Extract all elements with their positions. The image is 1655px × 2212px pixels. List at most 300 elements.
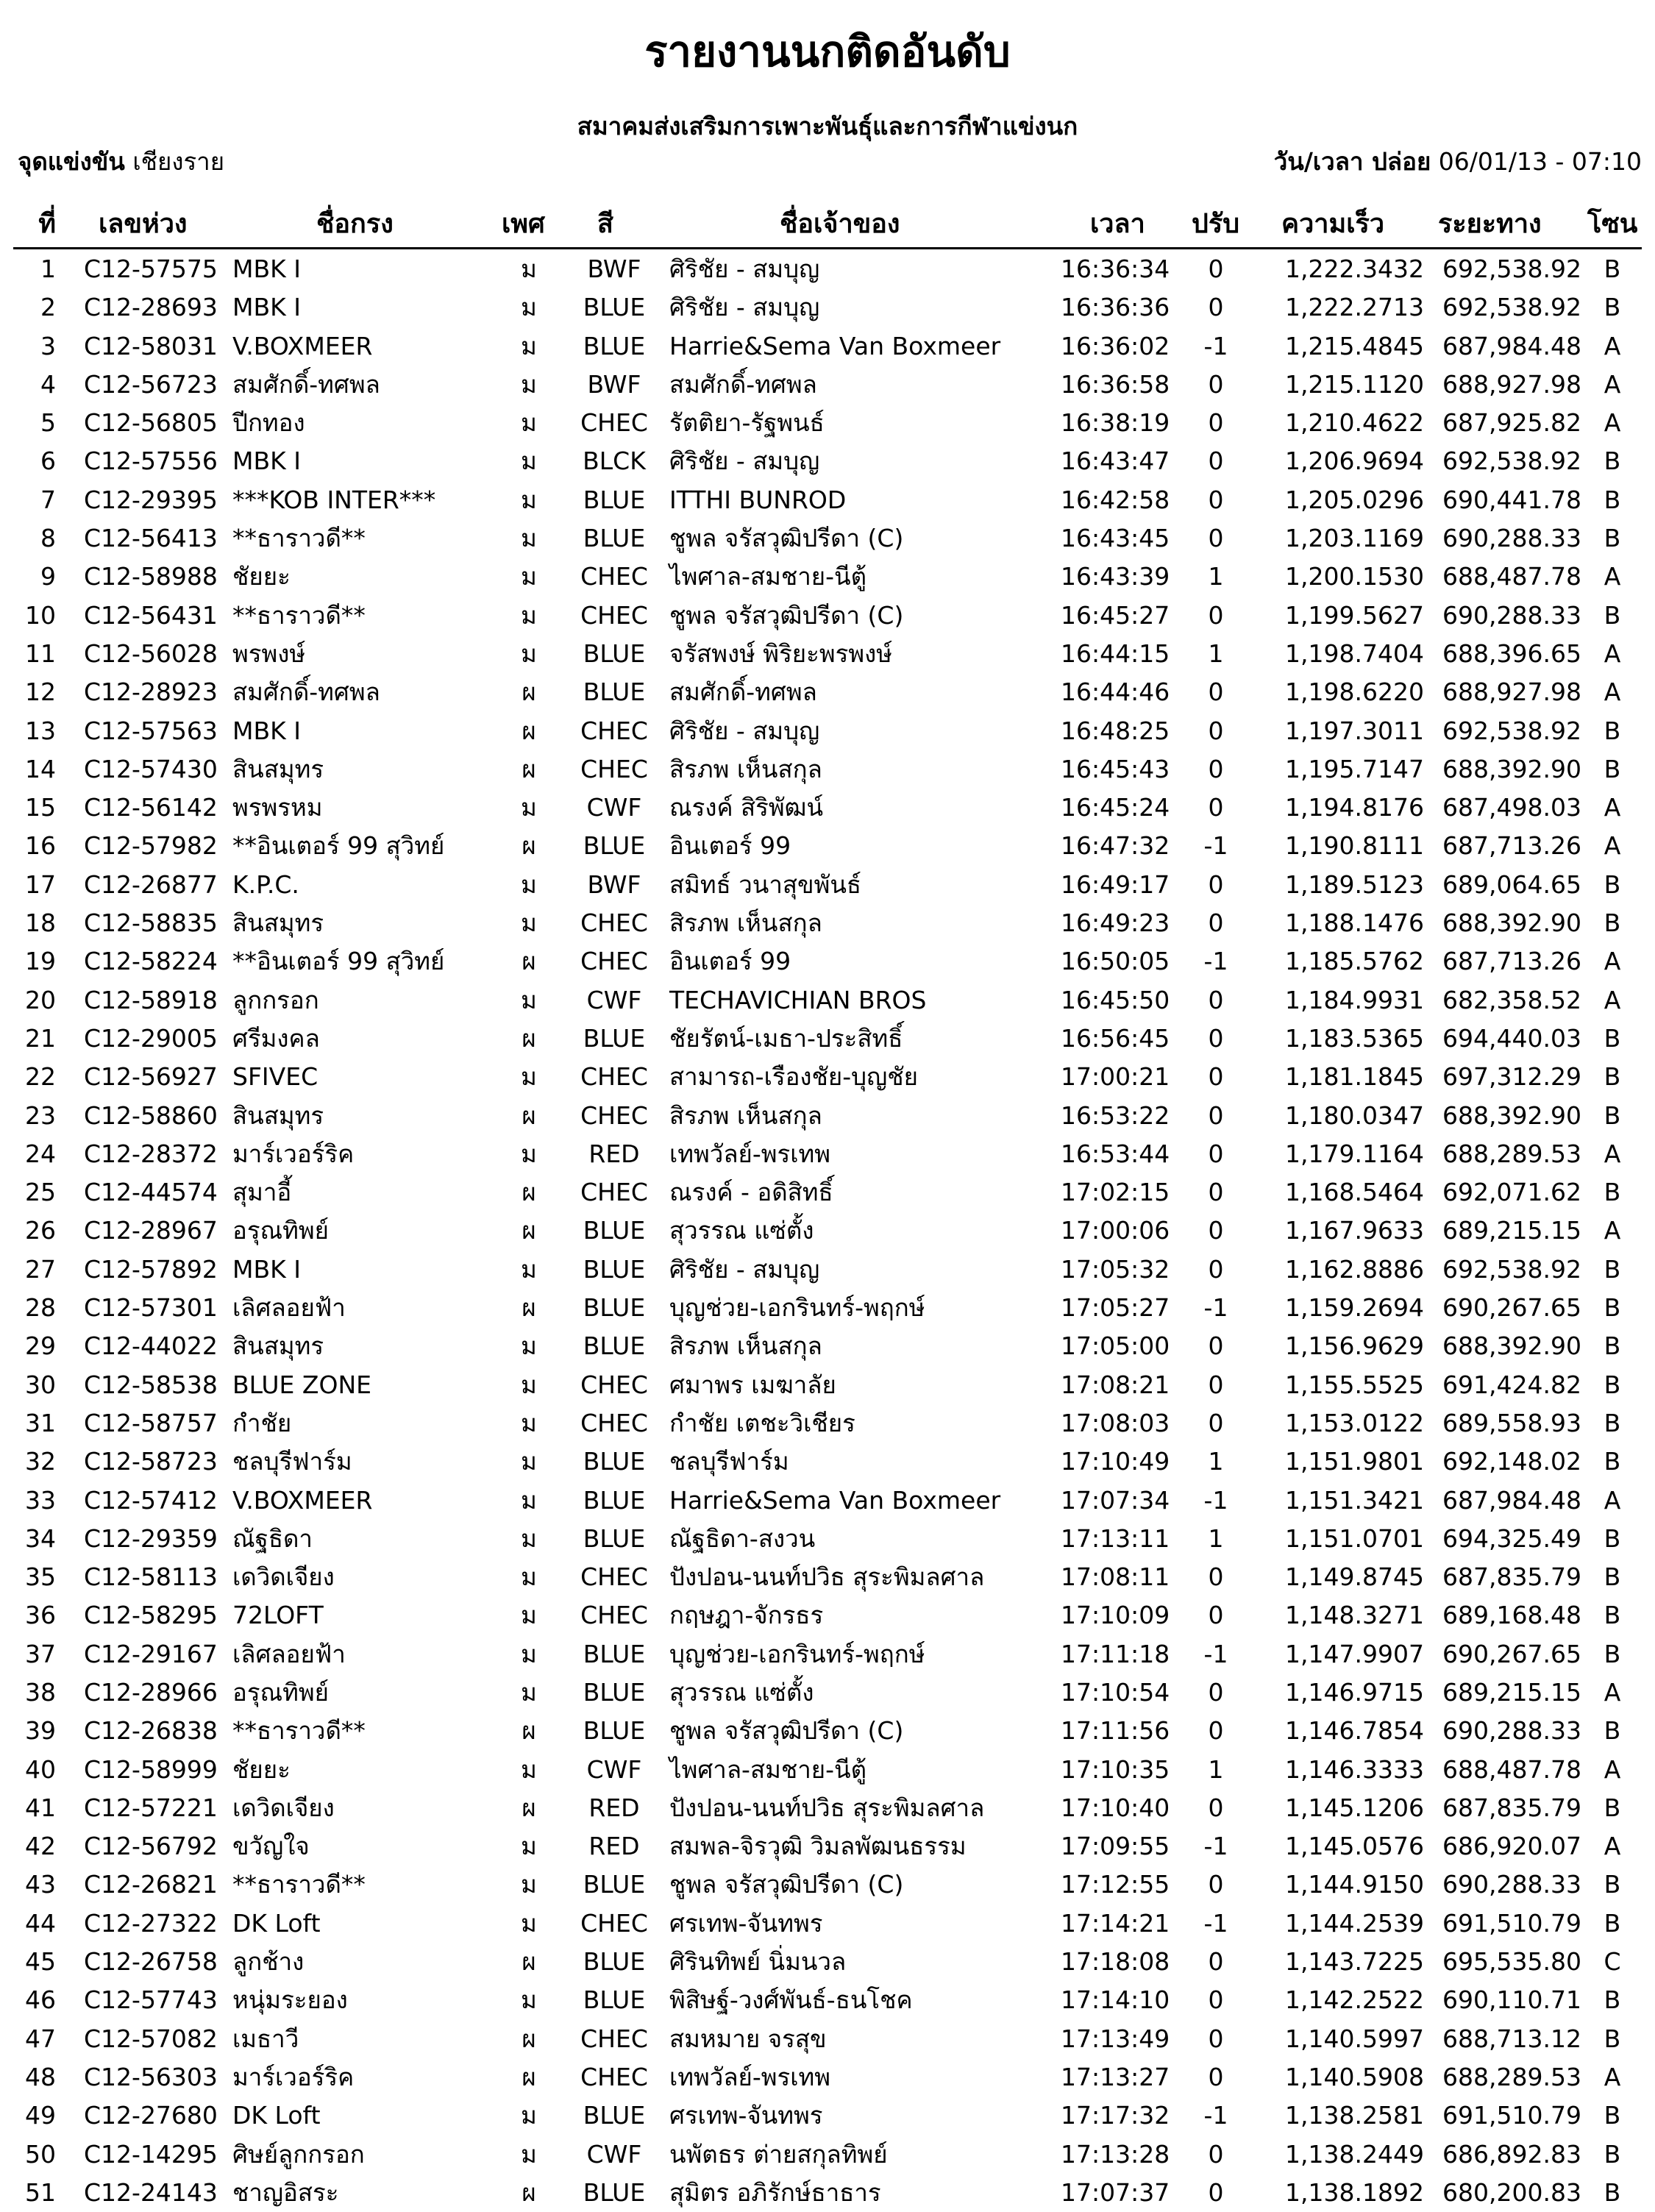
cell-zone: B — [1604, 1716, 1621, 1746]
cell-adjust: 0 — [1208, 447, 1224, 476]
cell-speed: 1,138.1892 — [1285, 2177, 1424, 2207]
cell-rank: 11 — [25, 639, 56, 668]
cell-ring: C12-29167 — [84, 1639, 218, 1668]
cell-adjust: 0 — [1208, 754, 1224, 783]
table-row — [0, 750, 1655, 789]
header-loft: ชื่อกรง — [316, 209, 394, 239]
cell-time: 17:05:00 — [1061, 1331, 1170, 1361]
cell-sex: ม — [521, 1254, 537, 1284]
cell-rank: 19 — [25, 947, 56, 976]
cell-loft: ชาญอิสระ — [232, 2177, 339, 2207]
table-row — [0, 404, 1655, 442]
cell-distance: 692,538.92 — [1442, 447, 1581, 476]
cell-owner: สมศักดิ์-ทศพล — [669, 369, 817, 399]
cell-adjust: 0 — [1208, 2062, 1224, 2091]
cell-owner: รัตติยา-รัฐพนธ์ — [669, 408, 825, 438]
cell-sex: ม — [521, 1331, 537, 1361]
cell-color: CHEC — [580, 754, 648, 783]
cell-sex: ม — [521, 1139, 537, 1168]
cell-color: BLUE — [583, 1677, 646, 1707]
cell-speed: 1,146.3333 — [1285, 1754, 1424, 1784]
cell-time: 17:00:06 — [1061, 1216, 1170, 1245]
cell-loft: **ธาราวดี** — [232, 600, 366, 630]
cell-rank: 17 — [25, 869, 56, 899]
cell-speed: 1,151.9801 — [1285, 1447, 1424, 1476]
cell-distance: 687,984.48 — [1442, 1485, 1581, 1515]
cell-distance: 690,288.33 — [1442, 1870, 1581, 1899]
table-row — [0, 1943, 1655, 1981]
cell-adjust: 0 — [1208, 1985, 1224, 2015]
header-speed: ความเร็ว — [1281, 209, 1385, 239]
cell-ring: C12-14295 — [84, 2139, 218, 2169]
cell-loft: เลิศลอยฟ้า — [232, 1293, 346, 1323]
cell-rank: 15 — [25, 793, 56, 822]
table-row — [0, 827, 1655, 865]
cell-color: CHEC — [580, 2062, 648, 2091]
table-row — [0, 1135, 1655, 1173]
cell-zone: B — [1604, 1331, 1621, 1361]
cell-color: CHEC — [580, 1100, 648, 1130]
cell-sex: ม — [521, 985, 537, 1014]
cell-owner: กฤษฎา-จักรธร — [669, 1601, 824, 1630]
cell-distance: 688,289.53 — [1442, 2062, 1581, 2091]
cell-time: 16:43:45 — [1061, 524, 1170, 553]
cell-adjust: 0 — [1208, 1178, 1224, 1207]
cell-speed: 1,155.5525 — [1285, 1370, 1424, 1399]
cell-ring: C12-27322 — [84, 1908, 218, 1938]
cell-color: CHEC — [580, 947, 648, 976]
cell-loft: ***KOB INTER*** — [232, 485, 436, 514]
cell-rank: 21 — [25, 1023, 56, 1053]
cell-rank: 22 — [25, 1062, 56, 1092]
cell-color: BLUE — [583, 1023, 646, 1053]
cell-ring: C12-56927 — [84, 1062, 218, 1092]
cell-time: 16:45:24 — [1061, 793, 1170, 822]
cell-sex: ผ — [522, 2062, 536, 2091]
cell-owner: จรัสพงษ์ พิริยะพรพงษ์ — [669, 639, 892, 668]
cell-owner: ณรงค์ สิริพัฒน์ — [669, 793, 824, 822]
cell-loft: **อินเตอร์ 99 สุวิทย์ — [232, 947, 445, 976]
cell-distance: 691,424.82 — [1442, 1370, 1581, 1399]
cell-color: CHEC — [580, 716, 648, 745]
cell-distance: 694,325.49 — [1442, 1523, 1581, 1553]
cell-owner: ศิริชัย - สมบุญ — [669, 447, 820, 476]
cell-sex: ผ — [522, 1100, 536, 1130]
cell-zone: B — [1604, 485, 1621, 514]
cell-owner: ศิริชัย - สมบุญ — [669, 293, 820, 322]
table-row — [0, 942, 1655, 981]
cell-rank: 12 — [25, 678, 56, 707]
table-row — [0, 250, 1655, 288]
cell-distance: 688,392.90 — [1442, 1100, 1581, 1130]
cell-time: 16:36:02 — [1061, 331, 1170, 360]
cell-loft: สุมาอี้ — [232, 1178, 292, 1207]
cell-time: 16:38:19 — [1061, 408, 1170, 438]
cell-loft: ขวัญใจ — [232, 1832, 310, 1861]
cell-speed: 1,159.2694 — [1285, 1293, 1424, 1323]
table-row — [0, 1173, 1655, 1212]
cell-rank: 18 — [25, 908, 56, 938]
cell-speed: 1,142.2522 — [1285, 1985, 1424, 2015]
cell-time: 16:44:46 — [1061, 678, 1170, 707]
cell-color: BLUE — [583, 2177, 646, 2207]
cell-sex: ผ — [522, 2177, 536, 2207]
cell-sex: ผ — [522, 1178, 536, 1207]
cell-color: CHEC — [580, 2024, 648, 2053]
cell-loft: กำชัย — [232, 1408, 292, 1437]
cell-adjust: 0 — [1208, 1408, 1224, 1437]
cell-loft: ลูกกรอก — [232, 985, 319, 1014]
cell-rank: 13 — [25, 716, 56, 745]
cell-ring: C12-56805 — [84, 408, 218, 438]
table-row — [0, 981, 1655, 1020]
table-row — [0, 1905, 1655, 1943]
cell-speed: 1,168.5464 — [1285, 1178, 1424, 1207]
cell-speed: 1,144.9150 — [1285, 1870, 1424, 1899]
venue-info — [18, 144, 224, 179]
cell-loft: ชัยยะ — [232, 1754, 291, 1784]
cell-rank: 33 — [25, 1485, 56, 1515]
cell-distance: 687,835.79 — [1442, 1793, 1581, 1822]
cell-adjust: 0 — [1208, 793, 1224, 822]
cell-owner: สิรภพ เห็นสกุล — [669, 754, 822, 783]
cell-color: BLUE — [583, 1254, 646, 1284]
cell-color: CHEC — [580, 1408, 648, 1437]
cell-zone: B — [1604, 869, 1621, 899]
cell-owner: ศรเทพ-จันทพร — [669, 2101, 823, 2130]
cell-rank: 9 — [40, 562, 56, 591]
cell-zone: B — [1604, 1562, 1621, 1592]
cell-speed: 1,148.3271 — [1285, 1601, 1424, 1630]
cell-speed: 1,195.7147 — [1285, 754, 1424, 783]
cell-color: BLUE — [583, 1870, 646, 1899]
table-row — [0, 519, 1655, 558]
cell-zone: B — [1604, 2177, 1621, 2207]
cell-time: 16:44:15 — [1061, 639, 1170, 668]
cell-zone: A — [1604, 831, 1621, 861]
table-row — [0, 1058, 1655, 1096]
cell-time: 16:43:47 — [1061, 447, 1170, 476]
cell-zone: A — [1604, 639, 1621, 668]
cell-adjust: 0 — [1208, 1562, 1224, 1592]
cell-color: CHEC — [580, 1601, 648, 1630]
table-row — [0, 1212, 1655, 1250]
cell-ring: C12-57556 — [84, 447, 218, 476]
cell-adjust: 0 — [1208, 1947, 1224, 1977]
cell-rank: 4 — [40, 369, 56, 399]
cell-distance: 688,927.98 — [1442, 678, 1581, 707]
table-row — [0, 1404, 1655, 1443]
cell-loft: ศิษย์ลูกกรอก — [232, 2139, 365, 2169]
table-row — [0, 442, 1655, 480]
cell-owner: ศรเทพ-จันทพร — [669, 1908, 823, 1938]
cell-speed: 1,153.0122 — [1285, 1408, 1424, 1437]
cell-loft: ชลบุรีฟาร์ม — [232, 1447, 352, 1476]
cell-loft: **อินเตอร์ 99 สุวิทย์ — [232, 831, 445, 861]
cell-ring: C12-28693 — [84, 293, 218, 322]
cell-distance: 691,510.79 — [1442, 2101, 1581, 2130]
cell-ring: C12-58757 — [84, 1408, 218, 1437]
cell-loft: ปีกทอง — [232, 408, 305, 438]
cell-zone: B — [1604, 2024, 1621, 2053]
cell-sex: ม — [521, 485, 537, 514]
cell-speed: 1,203.1169 — [1285, 524, 1424, 553]
cell-speed: 1,146.9715 — [1285, 1677, 1424, 1707]
cell-zone: B — [1604, 754, 1621, 783]
cell-ring: C12-56723 — [84, 369, 218, 399]
cell-speed: 1,200.1530 — [1285, 562, 1424, 591]
cell-loft: ชัยยะ — [232, 562, 291, 591]
cell-zone: B — [1604, 908, 1621, 938]
cell-rank: 28 — [25, 1293, 56, 1323]
cell-color: BLUE — [583, 1523, 646, 1553]
header-zone: โซน — [1587, 209, 1638, 239]
cell-adjust: 0 — [1208, 869, 1224, 899]
cell-time: 17:07:34 — [1061, 1485, 1170, 1515]
cell-distance: 687,713.26 — [1442, 831, 1581, 861]
cell-loft: อรุณทิพย์ — [232, 1677, 330, 1707]
cell-ring: C12-44022 — [84, 1331, 218, 1361]
cell-distance: 688,713.12 — [1442, 2024, 1581, 2053]
cell-rank: 23 — [25, 1100, 56, 1130]
cell-sex: ม — [521, 293, 537, 322]
cell-loft: V.BOXMEER — [232, 1485, 373, 1515]
cell-owner: สามารถ-เรืองชัย-บุญชัย — [669, 1062, 918, 1092]
cell-sex: ม — [521, 1447, 537, 1476]
cell-adjust: 0 — [1208, 1716, 1224, 1746]
cell-owner: บุญช่วย-เอกรินทร์-พฤกษ์ — [669, 1293, 925, 1323]
cell-ring: C12-26838 — [84, 1716, 218, 1746]
cell-distance: 688,396.65 — [1442, 639, 1581, 668]
cell-ring: C12-57563 — [84, 716, 218, 745]
cell-zone: A — [1604, 947, 1621, 976]
cell-ring: C12-57301 — [84, 1293, 218, 1323]
cell-adjust: 0 — [1208, 908, 1224, 938]
cell-time: 17:10:49 — [1061, 1447, 1170, 1476]
cell-loft: สินสมุทร — [232, 1331, 324, 1361]
header-color: สี — [597, 209, 613, 239]
cell-loft: อรุณทิพย์ — [232, 1216, 330, 1245]
cell-sex: ผ — [522, 1716, 536, 1746]
cell-color: BLUE — [583, 331, 646, 360]
cell-rank: 49 — [25, 2101, 56, 2130]
cell-loft: **ธาราวดี** — [232, 1870, 366, 1899]
cell-ring: C12-58113 — [84, 1562, 218, 1592]
cell-adjust: 1 — [1208, 1754, 1224, 1784]
table-row — [0, 2058, 1655, 2097]
cell-color: BWF — [587, 369, 641, 399]
cell-speed: 1,210.4622 — [1285, 408, 1424, 438]
cell-distance: 695,535.80 — [1442, 1947, 1581, 1977]
cell-time: 16:50:05 — [1061, 947, 1170, 976]
cell-zone: B — [1604, 2139, 1621, 2169]
cell-distance: 689,064.65 — [1442, 869, 1581, 899]
cell-time: 17:14:21 — [1061, 1908, 1170, 1938]
cell-loft: เดวิดเจียง — [232, 1793, 335, 1822]
cell-adjust: 0 — [1208, 1331, 1224, 1361]
table-header — [0, 205, 1655, 244]
cell-distance: 692,538.92 — [1442, 1254, 1581, 1284]
cell-ring: C12-27680 — [84, 2101, 218, 2130]
cell-sex: ม — [521, 908, 537, 938]
cell-sex: ผ — [522, 831, 536, 861]
cell-color: BLUE — [583, 1447, 646, 1476]
cell-speed: 1,197.3011 — [1285, 716, 1424, 745]
cell-speed: 1,189.5123 — [1285, 869, 1424, 899]
cell-loft: ศรีมงคล — [232, 1023, 320, 1053]
cell-distance: 689,558.93 — [1442, 1408, 1581, 1437]
cell-adjust: 0 — [1208, 1100, 1224, 1130]
cell-color: BLUE — [583, 293, 646, 322]
cell-sex: ม — [521, 1870, 537, 1899]
cell-zone: B — [1604, 1100, 1621, 1130]
cell-ring: C12-57892 — [84, 1254, 218, 1284]
cell-speed: 1,138.2449 — [1285, 2139, 1424, 2169]
cell-loft: **ธาราวดี** — [232, 1716, 366, 1746]
cell-zone: B — [1604, 447, 1621, 476]
cell-distance: 690,110.71 — [1442, 1985, 1581, 2015]
cell-zone: B — [1604, 1254, 1621, 1284]
cell-speed: 1,146.7854 — [1285, 1716, 1424, 1746]
cell-ring: C12-26821 — [84, 1870, 218, 1899]
cell-adjust: 0 — [1208, 2139, 1224, 2169]
cell-rank: 37 — [25, 1639, 56, 1668]
cell-loft: สินสมุทร — [232, 1100, 324, 1130]
cell-speed: 1,205.0296 — [1285, 485, 1424, 514]
cell-sex: ม — [521, 600, 537, 630]
cell-speed: 1,151.0701 — [1285, 1523, 1424, 1553]
cell-loft: สินสมุทร — [232, 754, 324, 783]
cell-ring: C12-29395 — [84, 485, 218, 514]
cell-loft: หนุ่มระยอง — [232, 1985, 348, 2015]
cell-loft: พรพงษ์ — [232, 639, 306, 668]
cell-loft: **ธาราวดี** — [232, 524, 366, 553]
table-row — [0, 1366, 1655, 1404]
cell-time: 17:08:11 — [1061, 1562, 1170, 1592]
cell-owner: สิรภพ เห็นสกุล — [669, 1100, 822, 1130]
cell-sex: ม — [521, 1754, 537, 1784]
cell-distance: 680,200.83 — [1442, 2177, 1581, 2207]
cell-ring: C12-56792 — [84, 1832, 218, 1861]
table-row — [0, 1712, 1655, 1750]
cell-adjust: 1 — [1208, 1447, 1224, 1476]
cell-sex: ม — [521, 1601, 537, 1630]
cell-ring: C12-44574 — [84, 1178, 218, 1207]
cell-time: 16:49:17 — [1061, 869, 1170, 899]
cell-adjust: 1 — [1208, 639, 1224, 668]
cell-distance: 689,168.48 — [1442, 1601, 1581, 1630]
cell-distance: 694,440.03 — [1442, 1023, 1581, 1053]
cell-color: BLUE — [583, 485, 646, 514]
cell-sex: ม — [521, 2101, 537, 2130]
table-row — [0, 1751, 1655, 1789]
cell-owner: อินเตอร์ 99 — [669, 831, 791, 861]
cell-color: BWF — [587, 255, 641, 283]
cell-distance: 689,215.15 — [1442, 1677, 1581, 1707]
table-row — [0, 2174, 1655, 2212]
cell-ring: C12-57743 — [84, 1985, 218, 2015]
cell-zone: A — [1604, 1832, 1621, 1861]
table-row — [0, 1789, 1655, 1827]
cell-sex: ผ — [522, 1023, 536, 1053]
cell-adjust: 0 — [1208, 678, 1224, 707]
cell-ring: C12-57082 — [84, 2024, 218, 2053]
cell-color: BLUE — [583, 1947, 646, 1977]
cell-zone: B — [1604, 1062, 1621, 1092]
cell-zone: A — [1604, 793, 1621, 822]
cell-owner: Harrie&Sema Van Boxmeer — [669, 1485, 1001, 1515]
cell-adjust: 0 — [1208, 1062, 1224, 1092]
cell-zone: B — [1604, 1908, 1621, 1938]
cell-rank: 47 — [25, 2024, 56, 2053]
cell-color: CHEC — [580, 408, 648, 438]
cell-loft: เลิศลอยฟ้า — [232, 1639, 346, 1668]
cell-adjust: 0 — [1208, 1793, 1224, 1822]
cell-ring: C12-56028 — [84, 639, 218, 668]
cell-loft: MBK I — [232, 293, 301, 322]
cell-loft: เมธาวี — [232, 2024, 299, 2053]
cell-distance: 688,487.78 — [1442, 1754, 1581, 1784]
table-row — [0, 712, 1655, 750]
cell-time: 17:08:03 — [1061, 1408, 1170, 1437]
venue-value: เชียงราย — [132, 147, 225, 176]
cell-adjust: 0 — [1208, 1254, 1224, 1284]
cell-distance: 688,392.90 — [1442, 1331, 1581, 1361]
cell-loft: พรพรหม — [232, 793, 323, 822]
cell-ring: C12-28966 — [84, 1677, 218, 1707]
cell-zone: A — [1604, 331, 1621, 360]
cell-loft: MBK I — [232, 1254, 301, 1284]
cell-color: BWF — [587, 869, 641, 899]
cell-distance: 690,288.33 — [1442, 600, 1581, 630]
cell-sex: ม — [521, 639, 537, 668]
cell-zone: B — [1604, 1870, 1621, 1899]
cell-distance: 687,984.48 — [1442, 331, 1581, 360]
cell-sex: ม — [521, 793, 537, 822]
cell-owner: นพัตธร ต่ายสกุลทิพย์ — [669, 2139, 888, 2169]
cell-distance: 688,392.90 — [1442, 908, 1581, 938]
cell-speed: 1,143.7225 — [1285, 1947, 1424, 1977]
cell-distance: 687,925.82 — [1442, 408, 1581, 438]
report-title: รายงานนกติดอันดับ — [644, 26, 1011, 77]
cell-adjust: 1 — [1208, 562, 1224, 591]
cell-speed: 1,190.8111 — [1285, 831, 1424, 861]
cell-rank: 1 — [40, 255, 56, 283]
cell-distance: 688,289.53 — [1442, 1139, 1581, 1168]
table-row — [0, 635, 1655, 673]
cell-speed: 1,140.5997 — [1285, 2024, 1424, 2053]
cell-adjust: 0 — [1208, 2024, 1224, 2053]
cell-loft: 72LOFT — [232, 1601, 324, 1630]
cell-time: 17:13:28 — [1061, 2139, 1170, 2169]
cell-speed: 1,149.8745 — [1285, 1562, 1424, 1592]
cell-distance: 692,538.92 — [1442, 716, 1581, 745]
cell-loft: สมศักดิ์-ทศพล — [232, 678, 380, 707]
cell-sex: ผ — [522, 2024, 536, 2053]
cell-distance: 691,510.79 — [1442, 1908, 1581, 1938]
cell-sex: ผ — [522, 1793, 536, 1822]
cell-speed: 1,179.1164 — [1285, 1139, 1424, 1168]
cell-rank: 35 — [25, 1562, 56, 1592]
cell-owner: เทพวัลย์-พรเทพ — [669, 1139, 831, 1168]
cell-distance: 687,835.79 — [1442, 1562, 1581, 1592]
cell-owner: ศิรินทิพย์ นิ่มนวล — [669, 1947, 847, 1977]
cell-distance: 686,920.07 — [1442, 1832, 1581, 1861]
cell-zone: A — [1604, 985, 1621, 1014]
cell-rank: 20 — [25, 985, 56, 1014]
cell-speed: 1,181.1845 — [1285, 1062, 1424, 1092]
cell-time: 17:10:40 — [1061, 1793, 1170, 1822]
